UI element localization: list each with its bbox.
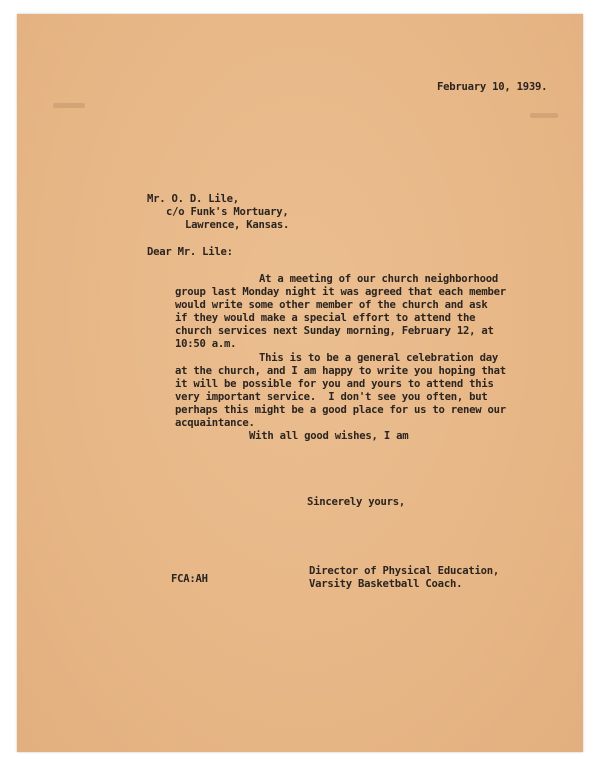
recipient-address-line: c/o Funk's Mortuary, (166, 206, 289, 218)
paragraph-1-line: 10:50 a.m. (175, 338, 237, 350)
top-left-smudge (53, 103, 85, 108)
reference-initials: FCA:AH (171, 573, 208, 585)
paragraph-2-line: at the church, and I am happy to write you hoping that (175, 365, 506, 377)
salutation: Dear Mr. Lile: (147, 246, 233, 258)
recipient-name: Mr. O. D. Lile, (147, 193, 239, 205)
paragraph-2-line: perhaps this might be a good place for us to renew our (175, 404, 506, 416)
complimentary-close: Sincerely yours, (307, 496, 406, 508)
paragraph-1-line: group last Monday night it was agreed that each member (175, 286, 506, 298)
letter-date: February 10, 1939. (437, 81, 548, 93)
paragraph-2-line: it will be possible for you and yours to attend this (175, 378, 494, 390)
paragraph-1-line: church services next Sunday morning, February 12, at (175, 325, 494, 337)
paragraph-2-line: very important service. I don't see you often, but (175, 391, 488, 403)
paragraph-2-line: This is to be a general celebration day (259, 352, 498, 364)
letter-page (17, 14, 583, 752)
signature-title-2: Varsity Basketball Coach. (309, 578, 463, 590)
paragraph-1-line: if they would make a special effort to attend the (175, 312, 476, 324)
top-right-smudge (530, 113, 558, 118)
paragraph-1-line: At a meeting of our church neighborhood (259, 273, 498, 285)
closing-line: With all good wishes, I am (249, 430, 409, 442)
recipient-city-line: Lawrence, Kansas. (185, 219, 290, 231)
paragraph-1-line: would write some other member of the church and ask (175, 299, 488, 311)
signature-title-1: Director of Physical Education, (309, 565, 499, 577)
paragraph-2-line: acquaintance. (175, 417, 255, 429)
